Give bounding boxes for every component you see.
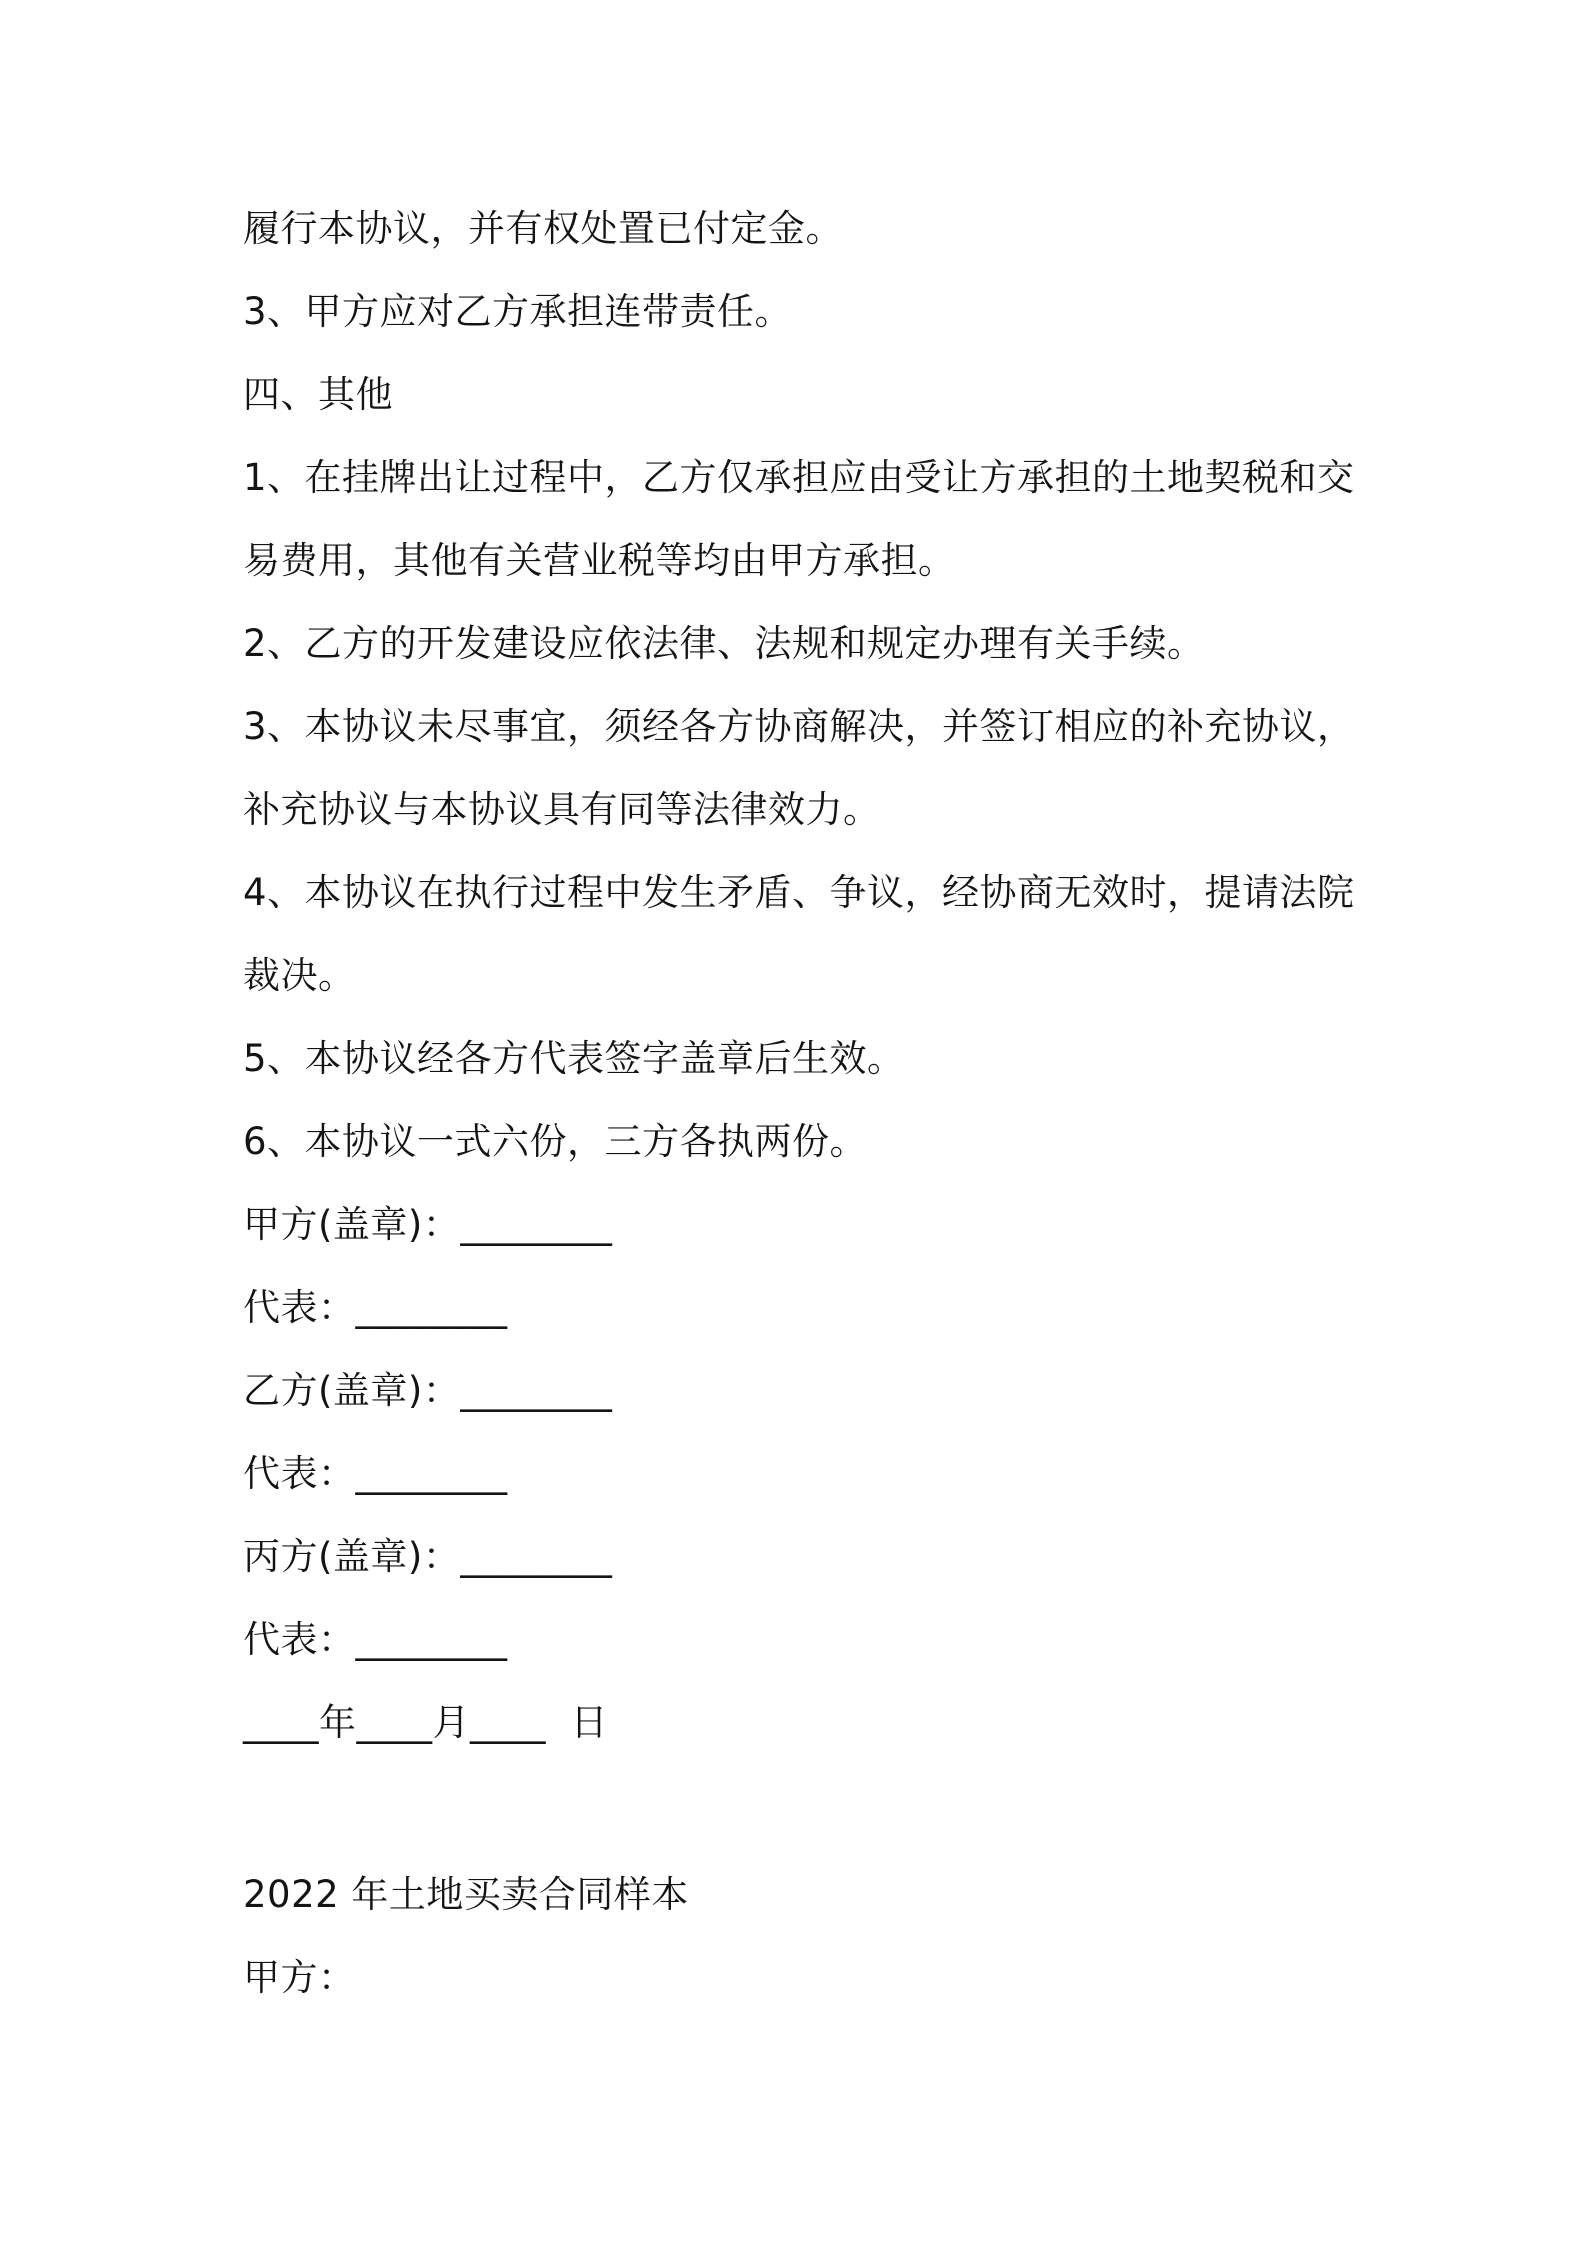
paragraph-line: 裁决。 — [243, 954, 356, 997]
signature-representative-b: 代表：________ — [243, 1452, 508, 1495]
signature-party-c: 丙方(盖章)：________ — [243, 1535, 613, 1578]
signature-party-b: 乙方(盖章)：________ — [243, 1369, 613, 1412]
paragraph-line: 3、甲方应对乙方承担连带责任。 — [243, 290, 793, 333]
paragraph-line: 补充协议与本协议具有同等法律效力。 — [243, 788, 881, 831]
paragraph-line: 1、在挂牌出让过程中，乙方仅承担应由受让方承担的土地契税和交 — [243, 456, 1355, 499]
paragraph-line: 履行本协议，并有权处置已付定金。 — [243, 207, 843, 250]
signature-representative-c: 代表：________ — [243, 1618, 508, 1661]
paragraph-line: 2、乙方的开发建设应依法律、法规和规定办理有关手续。 — [243, 622, 1205, 665]
signature-party-a: 甲方(盖章)：________ — [243, 1203, 613, 1246]
paragraph-line: 6、本协议一式六份，三方各执两份。 — [243, 1120, 868, 1163]
paragraph-line: 易费用，其他有关营业税等均由甲方承担。 — [243, 539, 956, 582]
paragraph-line: 5、本协议经各方代表签字盖章后生效。 — [243, 1037, 905, 1080]
section-heading: 四、其他 — [243, 373, 393, 416]
signature-representative-a: 代表：________ — [243, 1286, 508, 1329]
signature-date: ____年____月____ 日 — [243, 1701, 609, 1744]
document-title: 2022 年土地买卖合同样本 — [243, 1873, 689, 1916]
paragraph-line: 4、本协议在执行过程中发生矛盾、争议，经协商无效时，提请法院 — [243, 871, 1355, 914]
party-a-label: 甲方： — [243, 1956, 356, 1999]
paragraph-line: 3、本协议未尽事宜，须经各方协商解决，并签订相应的补充协议， — [243, 705, 1355, 748]
